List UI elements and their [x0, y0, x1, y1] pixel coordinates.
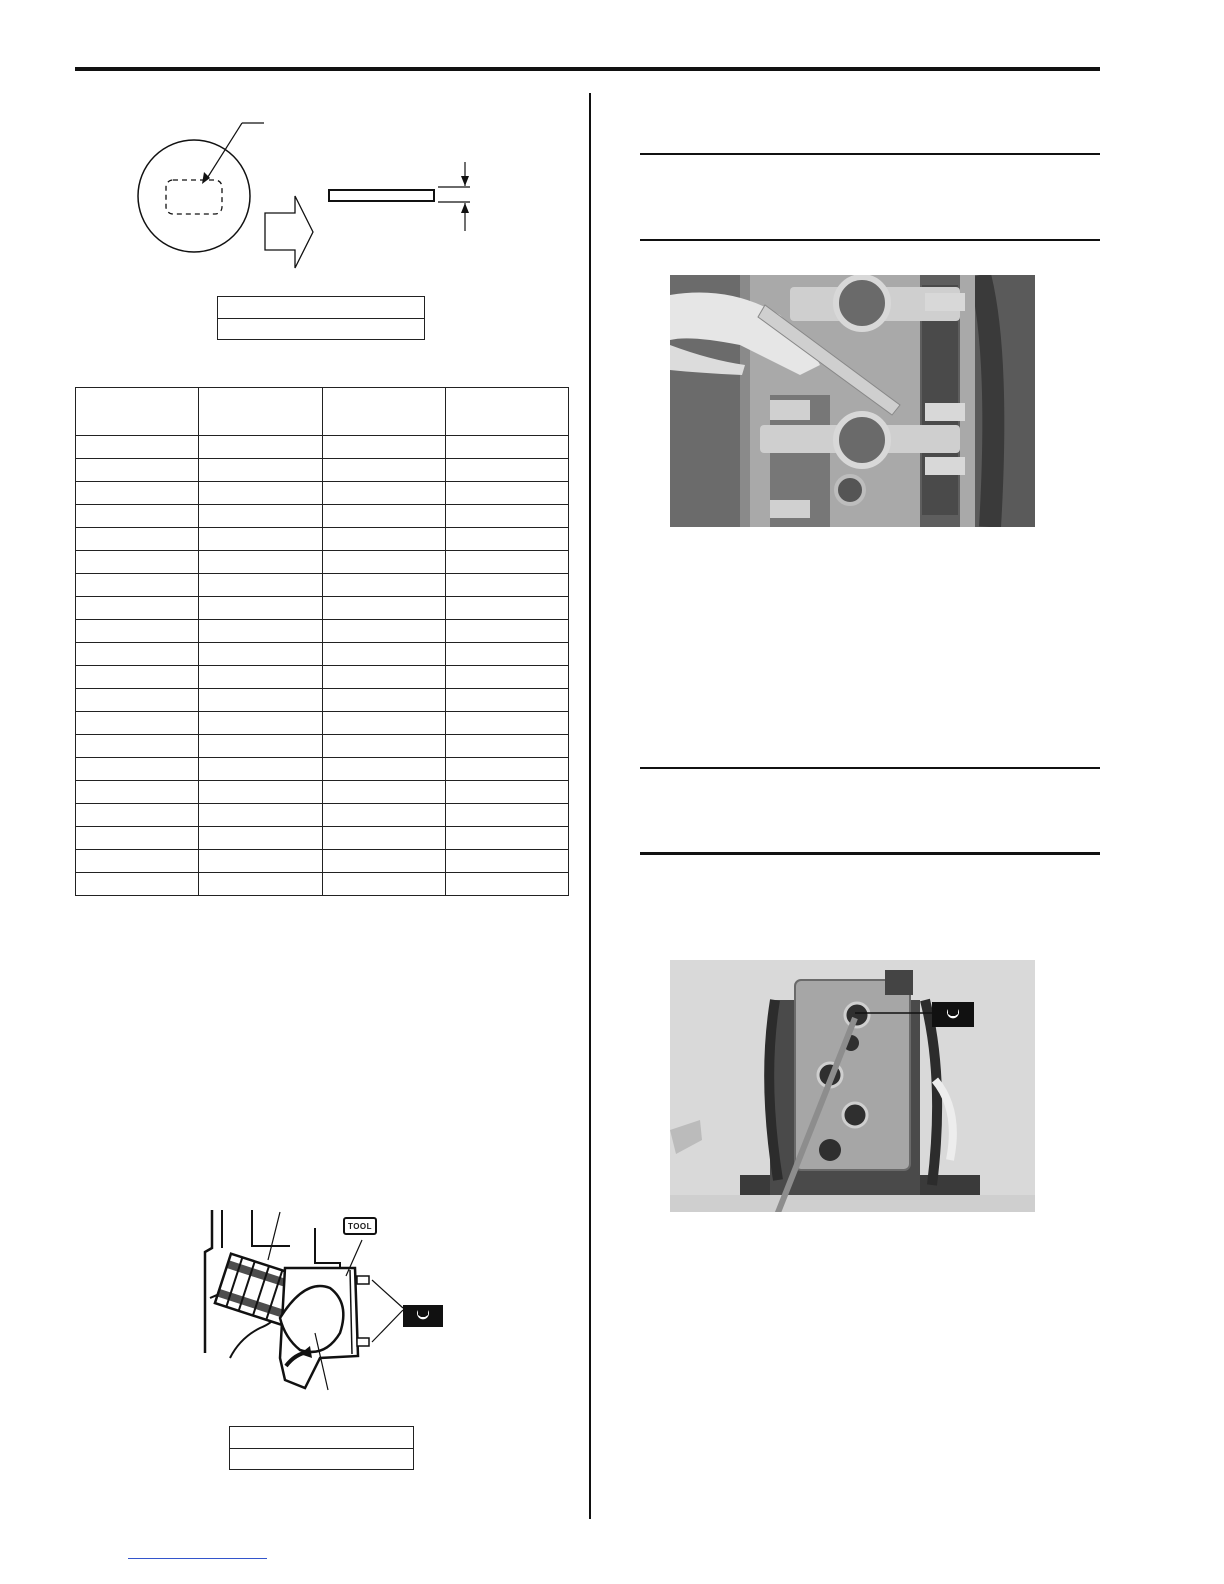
table-cell	[76, 620, 199, 643]
valve-lifter-tool-diagram	[200, 1208, 450, 1393]
table-cell	[76, 827, 199, 850]
shim-selection-table	[75, 387, 569, 896]
arrow-right-shape	[265, 196, 313, 268]
column-divider	[589, 93, 591, 1519]
table-row	[76, 482, 569, 505]
table-cell	[322, 735, 445, 758]
table-cell	[445, 551, 568, 574]
table-cell	[445, 482, 568, 505]
table-cell	[76, 597, 199, 620]
table-cell	[445, 850, 568, 873]
table-cell	[199, 804, 322, 827]
table-cell	[199, 735, 322, 758]
table-row	[76, 781, 569, 804]
table-cell	[76, 804, 199, 827]
table-cell	[445, 574, 568, 597]
table-cell	[76, 735, 199, 758]
page-header-rule	[75, 67, 1100, 71]
table-cell	[199, 689, 322, 712]
table-row	[76, 873, 569, 896]
table-row	[76, 735, 569, 758]
table-cell	[322, 827, 445, 850]
table-cell	[445, 459, 568, 482]
note-rule-top-2	[640, 767, 1100, 769]
wrench-icon	[932, 1002, 974, 1027]
table-cell	[76, 781, 199, 804]
table-row	[76, 459, 569, 482]
table-cell	[199, 597, 322, 620]
table-cell	[76, 528, 199, 551]
table-row	[76, 850, 569, 873]
table-cell	[322, 482, 445, 505]
table-cell	[76, 505, 199, 528]
table-cell	[322, 689, 445, 712]
table-row	[76, 827, 569, 850]
table-row	[76, 620, 569, 643]
table-cell	[199, 482, 322, 505]
shim-figure-caption-box	[217, 296, 425, 340]
table-cell	[445, 781, 568, 804]
table-cell	[199, 643, 322, 666]
table-cell	[199, 574, 322, 597]
table-cell	[445, 712, 568, 735]
table-row	[76, 804, 569, 827]
table-cell	[199, 758, 322, 781]
table-row	[76, 643, 569, 666]
table-cell	[199, 850, 322, 873]
table-cell	[445, 827, 568, 850]
table-cell	[445, 436, 568, 459]
table-cell	[199, 827, 322, 850]
table-cell	[322, 666, 445, 689]
table-row	[76, 666, 569, 689]
table-cell	[199, 620, 322, 643]
table-cell	[322, 551, 445, 574]
camshaft-photo	[670, 275, 1035, 527]
table-cell	[445, 620, 568, 643]
table-cell	[76, 850, 199, 873]
table-row	[76, 551, 569, 574]
table-row	[76, 528, 569, 551]
table-cell	[445, 689, 568, 712]
caption-row	[230, 1448, 413, 1469]
table-cell	[322, 781, 445, 804]
table-header-row	[76, 388, 569, 436]
table-cell	[76, 551, 199, 574]
table-header-cell	[445, 388, 568, 436]
shim-diagram	[130, 110, 490, 280]
table-cell	[76, 873, 199, 896]
shim-outline-dashed	[166, 180, 222, 214]
table-cell	[76, 459, 199, 482]
table-row	[76, 597, 569, 620]
table-row	[76, 505, 569, 528]
caption-row	[218, 297, 424, 318]
table-cell	[199, 505, 322, 528]
table-cell	[199, 551, 322, 574]
table-cell	[445, 758, 568, 781]
table-cell	[445, 804, 568, 827]
table-cell	[199, 873, 322, 896]
table-row	[76, 436, 569, 459]
table-cell	[445, 666, 568, 689]
table-cell	[322, 873, 445, 896]
table-cell	[445, 597, 568, 620]
table-cell	[445, 505, 568, 528]
wrench-icon	[403, 1305, 443, 1327]
page-link[interactable]	[128, 1557, 267, 1559]
table-cell	[445, 873, 568, 896]
table-cell	[445, 735, 568, 758]
table-cell	[199, 528, 322, 551]
shim-side-view	[329, 190, 434, 201]
table-cell	[199, 666, 322, 689]
table-cell	[199, 712, 322, 735]
table-cell	[445, 528, 568, 551]
tool-icon	[343, 1217, 377, 1235]
table-cell	[322, 597, 445, 620]
table-row	[76, 689, 569, 712]
note-rule-top	[640, 153, 1100, 155]
tool-badge-text: TOOL	[347, 1221, 373, 1231]
table-cell	[322, 459, 445, 482]
table-cell	[322, 804, 445, 827]
table-cell	[445, 643, 568, 666]
table-row	[76, 712, 569, 735]
table-row	[76, 574, 569, 597]
table-cell	[76, 436, 199, 459]
caption-row	[218, 318, 424, 339]
table-cell	[199, 436, 322, 459]
table-cell	[76, 666, 199, 689]
table-cell	[199, 781, 322, 804]
table-cell	[322, 758, 445, 781]
table-cell	[322, 712, 445, 735]
table-cell	[322, 436, 445, 459]
caption-row	[230, 1427, 413, 1448]
table-cell	[322, 643, 445, 666]
table-row	[76, 758, 569, 781]
table-header-cell	[199, 388, 322, 436]
table-cell	[322, 620, 445, 643]
table-cell	[76, 482, 199, 505]
table-header-cell	[322, 388, 445, 436]
table-cell	[76, 758, 199, 781]
table-cell	[322, 850, 445, 873]
table-cell	[76, 574, 199, 597]
table-cell	[322, 528, 445, 551]
note-rule-bottom	[640, 239, 1100, 241]
table-cell	[199, 459, 322, 482]
table-header-cell	[76, 388, 199, 436]
table-cell	[76, 643, 199, 666]
note-rule-bottom-2	[640, 852, 1100, 855]
cylinder-head-photo	[670, 960, 1035, 1212]
tappet-circle	[138, 140, 250, 252]
table-cell	[76, 712, 199, 735]
table-cell	[76, 689, 199, 712]
table-cell	[322, 574, 445, 597]
table-cell	[322, 505, 445, 528]
tool-figure-caption-box	[229, 1426, 414, 1470]
